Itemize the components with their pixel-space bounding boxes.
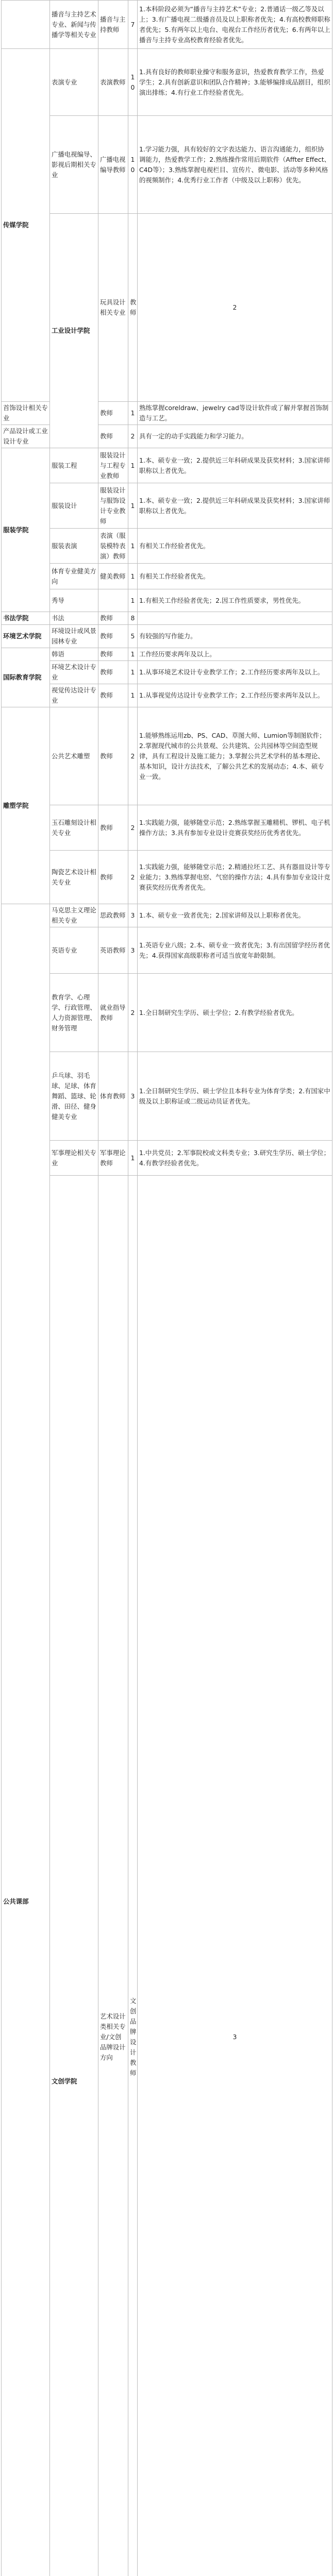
count-cell: 1 [128,661,138,684]
count-cell: 2 [128,425,138,448]
college-cell [2,1,50,49]
requirement-cell: 1.中共党员；2.军事院校或文科类专业；3.研究生学历、硕士学位；4.有教学经验者优先。 [138,1141,332,1176]
table-row [2,529,332,564]
major-cell: 服装表演 [50,529,98,564]
major-cell: 表演专业 [50,49,98,116]
requirement-cell: 1.本、硕专业一致者优先；2.国家讲师及以上职称者优先。 [138,904,332,927]
position-cell: 就业指导教师 [98,974,128,1052]
table-row [2,1176,332,2576]
position-cell: 广播电视编导教师 [98,116,128,214]
position-cell: 军事理论教师 [98,1141,128,1176]
table-row [2,684,332,707]
count-cell: 1 [128,402,138,425]
count-cell: 2 [128,974,138,1052]
table-row [2,904,332,927]
count-cell: 8 [128,612,138,625]
position-cell: 表演（服装模特表演）教师 [98,529,128,564]
major-cell: 艺术设计类相关专业/文创品牌设计方向 [98,1176,128,2576]
table-row [2,483,332,529]
requirement-cell: 1.具有良好的教师职业操守和服务意识，热爱教育教学工作，热爱学生；2.具有创新意识和团队合作精神；3.能够编排成品剧目，组织演出排练；4.有行业工作经验者优先。 [138,49,332,116]
requirement-cell: 1.从事环境艺术设计专业教学工作；2.工作经历要求两年及以上。 [138,661,332,684]
position-cell: 教师 [128,214,138,402]
count-cell: 2 [128,851,138,904]
table-row [2,707,332,805]
table-row [2,625,332,648]
major-cell: 首饰设计相关专业 [2,402,50,425]
requirement-cell: 有较强的写作能力。 [138,625,332,648]
major-cell: 环境艺术设计专业 [50,661,98,684]
table-row [2,1141,332,1176]
major-cell: 英语专业 [50,927,98,974]
table-row [2,805,332,851]
major-cell: 服装工程 [50,448,98,483]
college-cell: 公共课部 [2,904,50,2576]
requirement-cell: 有相关工作经验者优先。 [138,529,332,564]
major-cell: 玉石雕刻设计相关专业 [50,805,98,851]
college-cell: 国际教育学院 [2,648,50,707]
table-row [2,612,332,625]
count-cell: 7 [128,1,138,49]
count-cell: 3 [128,1052,138,1141]
requirement-cell: 1.本、硕专业一致；2.提供近三年科研成果及获奖材料；3.国家讲师职称以上者优先。 [138,483,332,529]
position-cell: 思政教师 [98,904,128,927]
table-row [2,49,332,116]
position-cell: 教师 [98,648,128,661]
recruitment-table-body [2,1,332,2576]
college-cell: 雕塑学院 [2,707,50,904]
major-cell: 乒乓球、羽毛球、足球、体育舞蹈、篮球、轮滑、田径、健身健美专业 [50,1052,98,1141]
table-row [2,974,332,1052]
count-cell: 3 [138,1176,332,2576]
position-cell: 体育教师 [98,1052,128,1141]
table-row [2,564,332,589]
college-cell: 书法学院 [2,612,50,625]
position-cell: 教师 [98,425,128,448]
major-cell: 视觉传达设计专业 [50,684,98,707]
table-row [2,448,332,483]
table-row [2,661,332,684]
count-cell: 1 [128,648,138,661]
count-cell: 1 [128,589,138,612]
major-cell: 广播电视编导、影视后期相关专业 [50,116,98,214]
count-cell: 1 [128,564,138,589]
table-row [2,589,332,612]
position-cell: 播音与主持教师 [98,1,128,49]
requirement-cell: 具有一定的动手实践能力和学习能力。 [138,425,332,448]
requirement-cell: 1.全日制研究生学历、硕士学位且本科专业为体育学类；2.有国家中级及以上职称证或二级运动员证者优先。 [138,1052,332,1141]
requirement-cell [138,612,332,625]
count-cell: 1 [128,529,138,564]
position-cell [98,589,128,612]
major-cell: 玩具设计相关专业 [98,214,128,402]
table-row [2,214,332,402]
college-cell: 文创学院 [50,1176,98,2576]
position-cell: 教师 [98,851,128,904]
college-cell: 传媒学院 [2,49,50,402]
requirement-cell: 工作经历要求两年及以上。 [138,648,332,661]
requirement-cell: 1.有相关工作经验者优先；2.因工作性质要求，男性优先。 [138,589,332,612]
requirement-cell: 1.全日制研究生学历、硕士学位；2.有教学经验者优先。 [138,974,332,1052]
position-cell: 教师 [98,661,128,684]
table-row [2,1052,332,1141]
count-cell: 2 [138,214,332,402]
count-cell: 5 [128,625,138,648]
requirement-cell: 1.学习能力强，具有较好的文字表达能力、语言沟通能力，组织协调能力，热爱教学工作；2.熟练操作常用后期软件（Affter Effect、C4D等）；3.熟练掌握电视栏目、宣传片、微电影、活动等多种风格的视频制作；4.优秀行业工作者（中级及以上职称）优先。 [138,116,332,214]
major-cell: 播音与主持艺术专业、新闻与传播学等相关专业 [50,1,98,49]
table-row [2,116,332,214]
count-cell: 10 [128,116,138,214]
major-cell: 秀导 [50,589,98,612]
major-cell: 服装设计 [50,483,98,529]
position-cell: 文创品牌设计教师 [128,1176,138,2576]
count-cell: 10 [128,49,138,116]
major-cell: 军事理论相关专业 [50,1141,98,1176]
recruitment-table [1,0,332,2576]
position-cell: 教师 [98,402,128,425]
position-cell: 服装设计与服饰设计专业教师 [98,483,128,529]
requirement-cell: 1.从事视觉传达设计专业教学工作；2.工作经历要求两年及以上。 [138,684,332,707]
position-cell: 英语教师 [98,927,128,974]
requirement-cell: 1.本科阶段必须为“播音与主持艺术”专业；2.普通话一级乙等及以上；3.有广播电视二级播音员及以上职称者优先；4.有高校教师职称者优先；5.有两年以上电台、电视台工作经历者优先；6.有两年以上播音与主持专业高校教育经验者优先。 [138,1,332,49]
count-cell: 3 [128,904,138,927]
position-cell: 教师 [98,612,128,625]
position-cell: 健美教师 [98,564,128,589]
requirement-cell: 1.实践能力强，能够随堂示范；2.熟练掌握玉雕精机、锣机、电子机操作方法；3.具有参加专业设计竞赛获奖经历优秀者优先。 [138,805,332,851]
position-cell: 教师 [98,684,128,707]
position-cell: 教师 [98,707,128,805]
major-cell: 书法 [50,612,98,625]
major-cell: 教育学、心理学、行政管理、人力资源管理、财务管理 [50,974,98,1052]
requirement-cell: 有相关工作经验者优先。 [138,564,332,589]
count-cell: 3 [128,927,138,974]
position-cell: 表演教师 [98,49,128,116]
requirement-cell: 1.能够熟练运用zb、PS、CAD、草图大师、Lumion等制图软件；2.掌握现代城市的公共景观、公共建筑、公共园林等空间造型规律，具有工程设计及施工能力；3.掌握公共艺术学科的基本理论、基本知识，设计方法技术，了解公共艺术的发展动态；4.本、硕专业一致。 [138,707,332,805]
count-cell: 1 [128,1141,138,1176]
count-cell: 2 [128,805,138,851]
major-cell: 环境设计或风景园林专业 [50,625,98,648]
major-cell: 陶瓷艺术设计相关专业 [50,851,98,904]
position-cell: 服装设计与工程专业教师 [98,448,128,483]
college-cell: 服装学院 [2,448,50,612]
count-cell: 1 [128,684,138,707]
table-row [2,1,332,49]
count-cell: 1 [128,448,138,483]
major-cell: 马克思主义理论相关专业 [50,904,98,927]
college-cell: 环境艺术学院 [2,625,50,648]
major-cell: 公共艺术雕塑 [50,707,98,805]
table-row [2,927,332,974]
requirement-cell: 熟练掌握coreldraw、jewelry cad等设计软件或了解并掌握首饰制造与工艺。 [138,402,332,425]
table-row [2,851,332,904]
table-row [2,648,332,661]
requirement-cell: 1.本、硕专业一致；2.提供近三年科研成果及获奖材料；3.国家讲师职称以上者优先。 [138,448,332,483]
major-cell: 韩语 [50,648,98,661]
position-cell: 教师 [98,805,128,851]
college-cell: 工业设计学院 [50,214,98,448]
requirement-cell: 1.实践能力强，能够随堂示范；2.精通拉坯工艺、具有器皿设计等专业能力；3.熟练掌握电窑、气窑的操作方法；4.具有参加专业设计竞赛获奖经历优秀者优先。 [138,851,332,904]
requirement-cell: 1.英语专业八级；2.本、硕专业一致者优先；3.有出国留学经历者优先；4.获得国家高级职称者可适当放宽年龄限制。 [138,927,332,974]
major-cell: 体育专业健美方向 [50,564,98,589]
position-cell: 教师 [98,625,128,648]
count-cell: 1 [128,483,138,529]
count-cell: 2 [128,707,138,805]
major-cell: 产品设计或工业设计专业 [2,425,50,448]
